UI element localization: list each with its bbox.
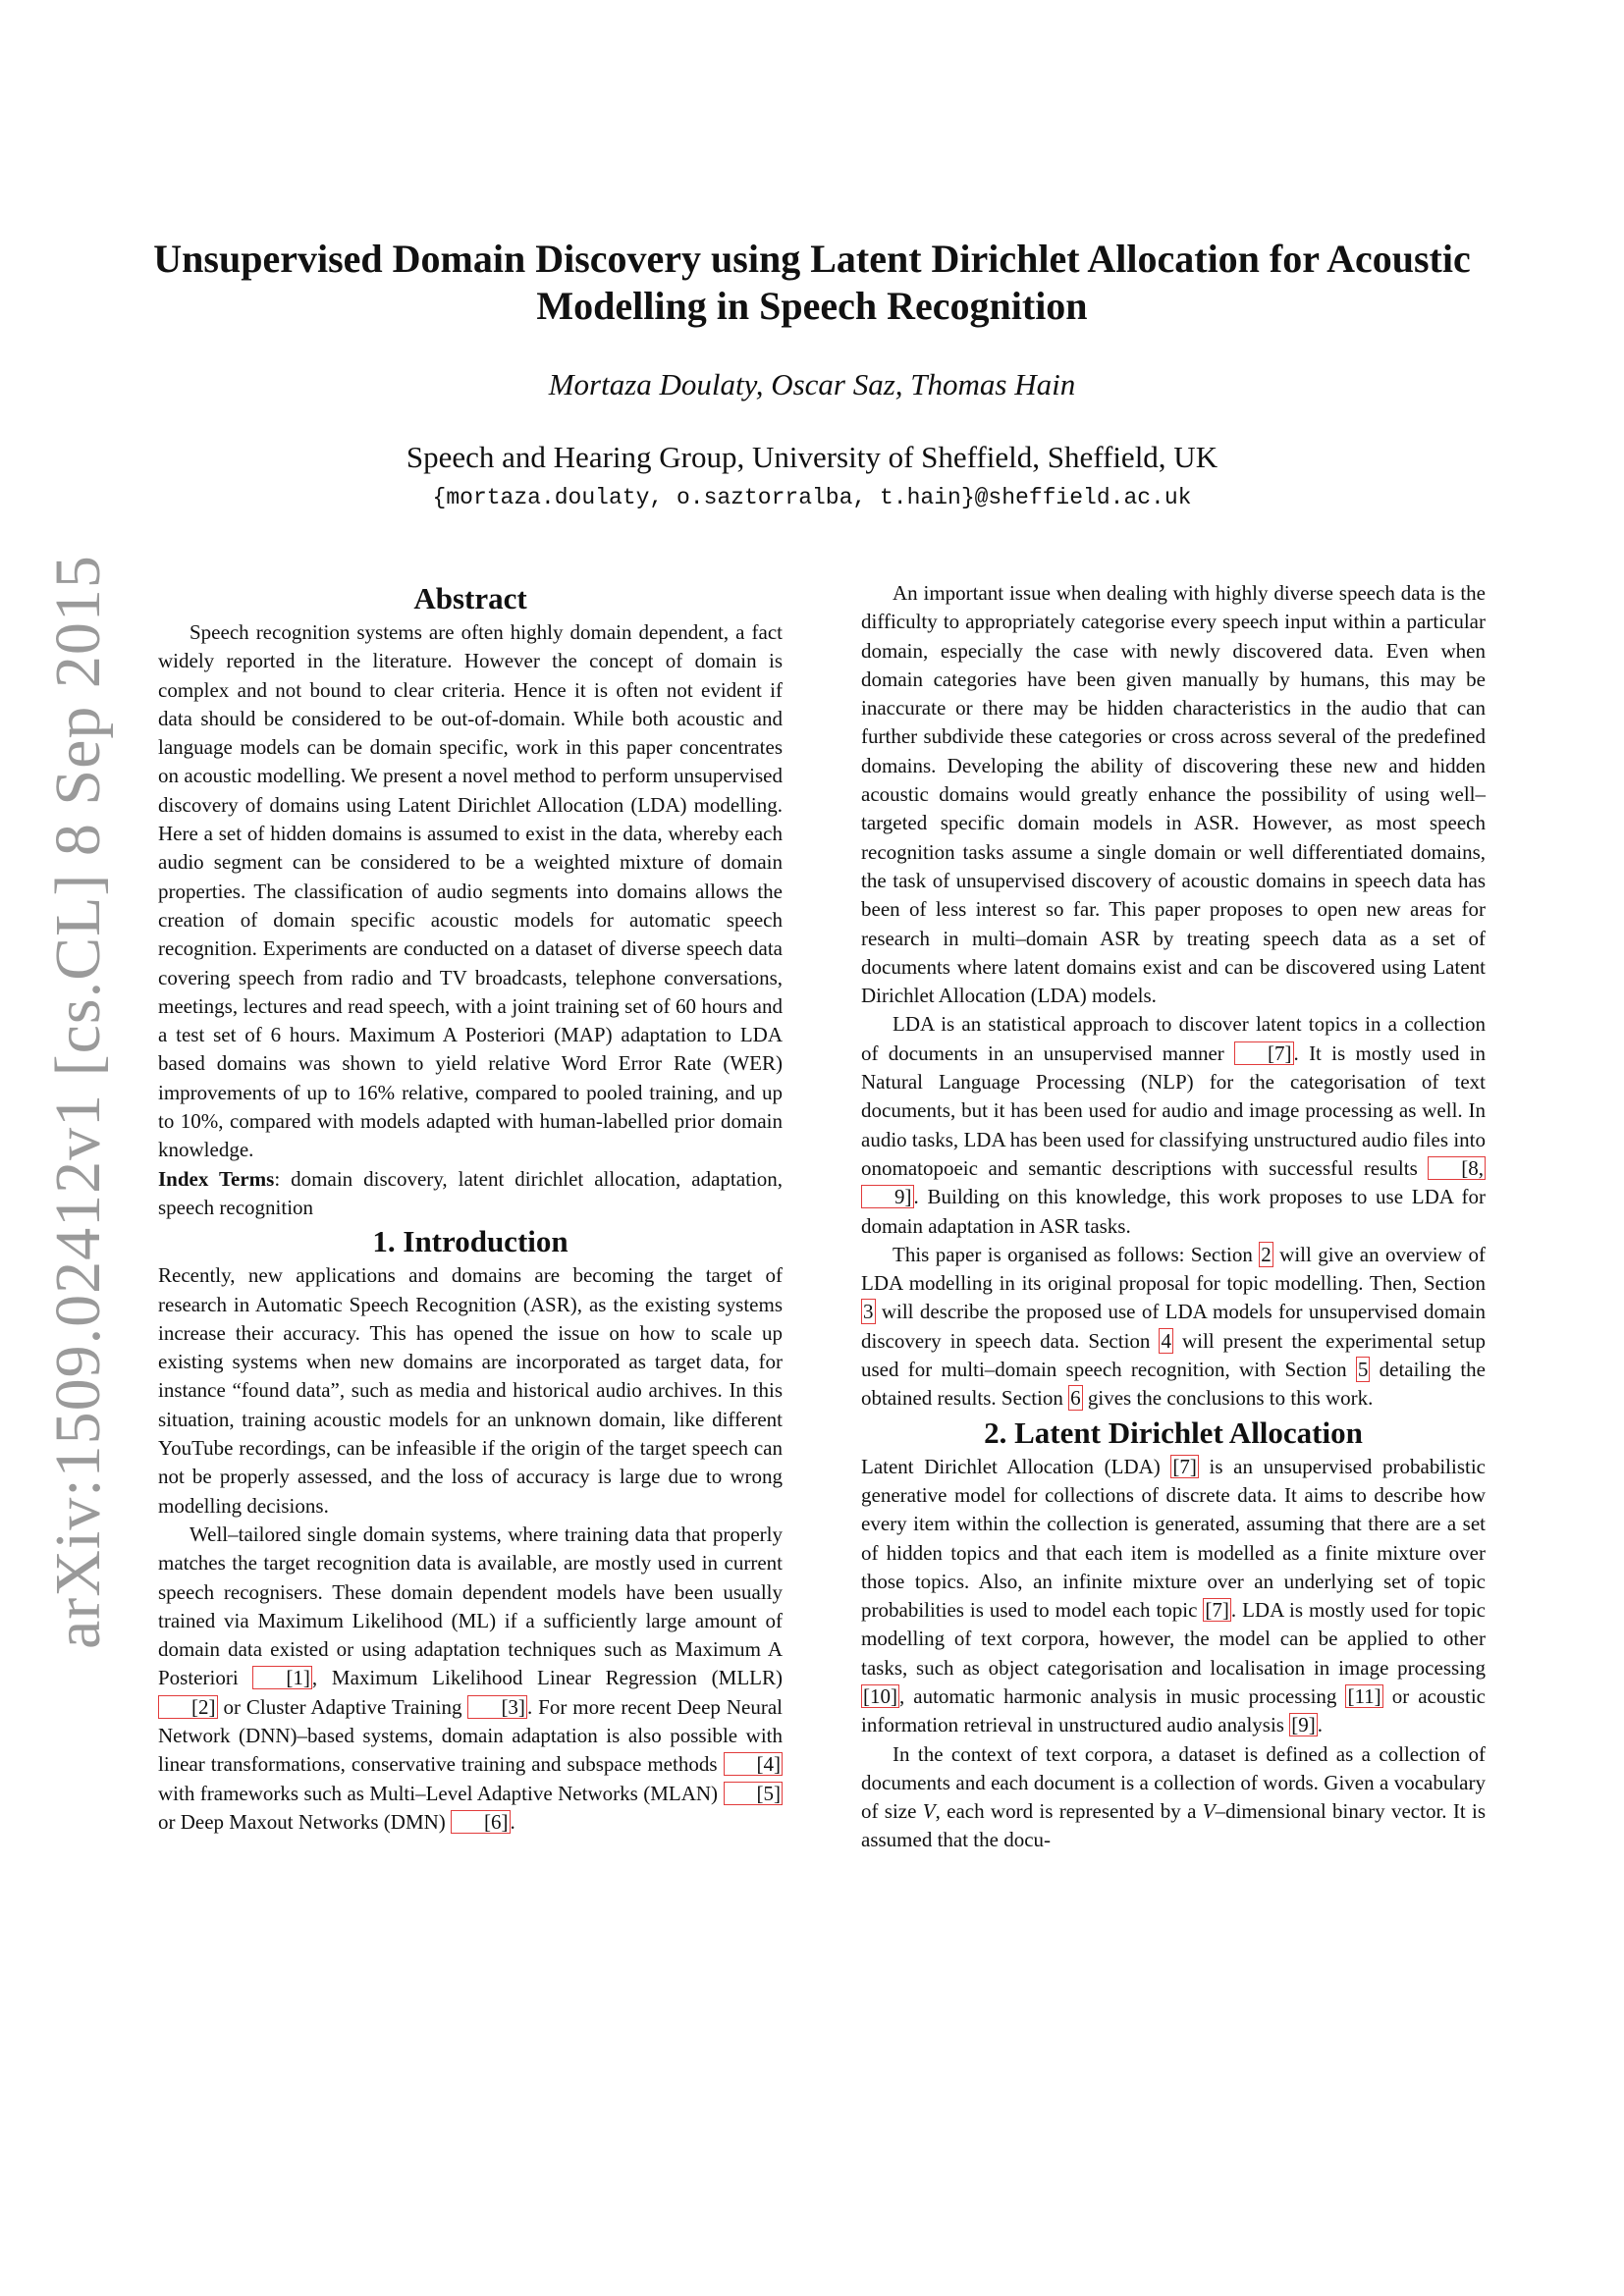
section-ref-link[interactable]: 4 — [1161, 1328, 1171, 1353]
text-run: , each word is represented by a — [935, 1799, 1203, 1824]
text-run: . — [1317, 1713, 1323, 1737]
text-run: will present the experimental setup used for multi–domain speech recognition, with Section — [861, 1328, 1486, 1382]
title-line-2: Modelling in Speech Recognition — [536, 284, 1088, 328]
math-variable: V — [922, 1799, 936, 1824]
right-paragraph-3 — [861, 1241, 1486, 1414]
index-terms-label: Index Terms — [158, 1166, 275, 1191]
right-column — [861, 579, 1486, 1855]
text-run: or Deep Maxout Networks (DMN) — [158, 1809, 452, 1834]
text-run: In the context of text corpora, a dataset is defined as a collection of documents and each document is a collection of words. Given a vocabulary of size — [861, 1741, 1486, 1824]
citation-link[interactable]: [1] — [252, 1666, 312, 1689]
text-run: or Cluster Adaptive Training — [217, 1694, 468, 1719]
citation-link[interactable]: [5] — [724, 1782, 784, 1805]
authors: Mortaza Doulaty, Oscar Saz, Thomas Hain — [548, 367, 1076, 401]
citation-link[interactable]: [3] — [467, 1695, 527, 1719]
text-run: . Building on this knowledge, this work proposes to use LDA for domain adaptation in ASR tasks. — [861, 1185, 1486, 1238]
math-variable: V — [1202, 1799, 1216, 1824]
left-column — [158, 579, 783, 1837]
lda-paragraph-2 — [861, 1740, 1486, 1855]
text-run: Latent Dirichlet Allocation (LDA) — [861, 1454, 1171, 1478]
citation-link[interactable]: [4] — [724, 1752, 784, 1776]
text-run: . For more recent Deep Neural Network (DNN)–based systems, domain adaptation is also possible with linear transformations, conservative training and subspace methods — [158, 1694, 783, 1777]
text-run: . LDA is mostly used for topic modelling of text corpora, however, the model can be applied to other tasks, such as object categorisation and localisation in image processing — [861, 1598, 1486, 1680]
citation-link[interactable]: 9] — [861, 1185, 914, 1208]
section-ref-link[interactable]: 6 — [1070, 1386, 1081, 1411]
arxiv-identifier: arXiv:1509.02412v1 [cs.CL] 8 Sep 2015 — [42, 555, 114, 1649]
citation-link[interactable]: [2] — [158, 1695, 218, 1719]
intro-paragraph-2 — [158, 1521, 783, 1837]
intro-paragraph-1: Recently, new applications and domains are becoming the target of research in Automatic Speech Recognition (ASR), as the existing systems increase their accuracy. This has opened the issue on how to scale up existing systems when new domains are incorporated as target data, for instance “found data”, such as media and historical audio archives. In this situation, training acoustic models for an unknown domain, like different YouTube recordings, can be infeasible if the origin of the target speech can not be properly assessed, and the loss of accuracy is large due to wrong modelling decisions. — [158, 1263, 783, 1518]
citation-link[interactable]: [9] — [1291, 1713, 1316, 1737]
citation-link[interactable]: [6] — [451, 1810, 511, 1834]
text-run: This paper is organised as follows: Section — [893, 1242, 1260, 1266]
text-run: , automatic harmonic analysis in music processing — [899, 1683, 1346, 1708]
text-run: detailing the obtained results. Section — [861, 1358, 1486, 1411]
citation-link[interactable]: [11] — [1347, 1683, 1381, 1708]
citation-link[interactable]: [7] — [1205, 1598, 1229, 1623]
citation-link[interactable]: [7] — [1172, 1454, 1197, 1478]
text-run: , Maximum Likelihood Linear Regression (MLLR) — [311, 1666, 783, 1690]
text-run: with frameworks such as Multi–Level Adaptive Networks (MLAN) — [158, 1781, 724, 1805]
text-run: . — [510, 1809, 515, 1834]
text-run: –dimensional binary vector. It is assumed that the docu- — [861, 1799, 1486, 1852]
text-run: gives the conclusions to this work. — [1082, 1386, 1374, 1411]
index-terms-text: : domain discovery, latent dirichlet allocation, adaptation, speech recognition — [158, 1166, 783, 1219]
text-run: LDA is an statistical approach to discover latent topics in a collection of documents in an unsupervised manner — [861, 1012, 1486, 1065]
section-ref-link[interactable]: 3 — [863, 1300, 874, 1324]
abstract-body: Speech recognition systems are often highly domain dependent, a fact widely reported in the literature. However the concept of domain is complex and not bound to clear criteria. Hence it is often not evident if data should be considered to be out-of-domain. While both acoustic and language models can be domain specific, work in this paper concentrates on acoustic modelling. We present a novel method to perform unsupervised discovery of domains using Latent Dirichlet Allocation (LDA) modelling. Here a set of hidden domains is assumed to exist in the data, whereby each audio segment can be considered to be a weighted mixture of domain properties. The classification of audio segments into domains allows the creation of domain specific acoustic models for automatic speech recognition. Experiments are conducted on a dataset of diverse speech data covering speech from radio and TV broadcasts, telephone conversations, meetings, lectures and read speech, with a joint training set of 60 hours and a test set of 6 hours. Maximum A Posteriori (MAP) adaptation to LDA based domains was shown to yield relative Word Error Rate (WER) improvements of up to 16% relative, compared to pooled training, and up to 10%, compared with models adapted with human-labelled prior domain knowledge. — [158, 620, 783, 1162]
citation-link[interactable]: [7] — [1234, 1041, 1294, 1065]
section-heading-introduction: 1. Introduction — [372, 1224, 568, 1259]
affiliation: Speech and Hearing Group, University of Sheffield, Sheffield, UK — [406, 440, 1218, 474]
index-terms — [158, 1165, 783, 1223]
text-run: Well–tailored single domain systems, where training data that properly matches the target recognition data is available, are mostly used in current speech recognisers. These domain dependent models have been usually trained via Maximum Likelihood (ML) if a sufficiently large amount of domain data existed or using adaptation techniques such as Maximum A Posteriori — [158, 1522, 783, 1690]
right-paragraph-2 — [861, 1010, 1486, 1240]
citation-link[interactable]: [10] — [863, 1683, 897, 1708]
lda-paragraph-1 — [861, 1453, 1486, 1740]
text-run: or acoustic information retrieval in unstructured audio analysis — [861, 1683, 1487, 1737]
text-run: will describe the proposed use of LDA models for unsupervised domain discovery in speech data. Section — [861, 1300, 1486, 1353]
title-line-1: Unsupervised Domain Discovery using Latent Dirichlet Allocation for Acoustic — [153, 237, 1471, 281]
section-ref-link[interactable]: 5 — [1357, 1358, 1369, 1382]
text-run: . It is mostly used in Natural Language Processing (NLP) for the categorisation of text documents, but it has been used for audio and image processing as well. In audio tasks, LDA has been used for classifying unstructured audio files into onomatopoeic and semantic descriptions with successful results — [861, 1041, 1486, 1180]
abstract-heading: Abstract — [413, 581, 527, 615]
citation-link[interactable]: [8, — [1428, 1156, 1486, 1180]
text-run: will give an overview of LDA modelling in its original proposal for topic modelling. Then, Section — [861, 1242, 1486, 1296]
author-emails: {mortaza.doulaty, o.saztorralba, t.hain}@sheffield.ac.uk — [432, 485, 1192, 510]
paper-title — [137, 236, 1487, 330]
section-heading-lda: 2. Latent Dirichlet Allocation — [984, 1415, 1363, 1450]
section-ref-link[interactable]: 2 — [1261, 1242, 1272, 1266]
right-paragraph-1: An important issue when dealing with highly diverse speech data is the difficulty to appropriately categorise every speech input within a particular domain, especially the case with newly discovered data. Even when domain categories have been given manually by humans, this may be inaccurate or there may be hidden characteristics in the audio that can further subdivide these categories or cross across several of the predefined domains. Developing the ability of discovering these new and hidden acoustic domains would greatly enhance the possibility of using well–targeted specific domain models in ASR. However, as most speech recognition tasks assume a single domain or well differentiated domains, the task of unsupervised discovery of acoustic domains in speech data has been of less interest so far. This paper proposes to open new areas for research in multi–domain ASR by treating speech data as a set of documents where latent domains exist and can be discovered using Latent Dirichlet Allocation (LDA) models. — [861, 581, 1486, 1008]
text-run: is an unsupervised probabilistic generative model for collections of discrete data. It aims to describe how every item within the collection is generated, assuming that there are a set of hidden topics and that each item is modelled as a finite mixture over those topics. Also, an infinite mixture over an underlying set of topic probabilities is used to model each topic — [861, 1454, 1486, 1623]
